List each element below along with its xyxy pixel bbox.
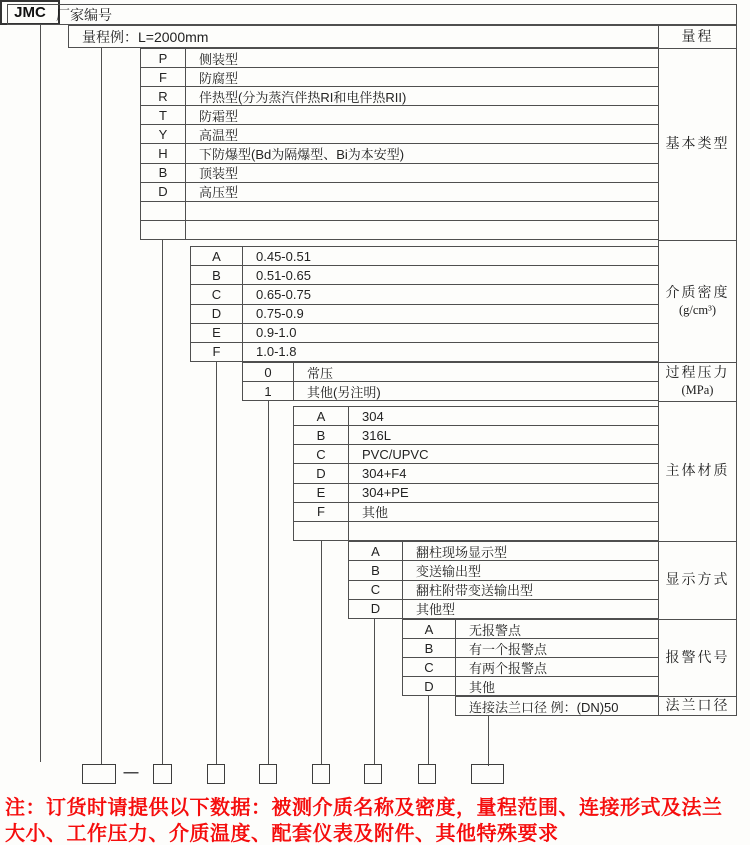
option-description: 侧装型 <box>199 51 239 67</box>
option-code: E <box>191 324 243 342</box>
option-description: 316L <box>362 427 391 443</box>
section-material <box>293 406 658 541</box>
option-code: D <box>403 677 456 695</box>
option-code <box>141 221 186 239</box>
option-description: 防霜型 <box>199 108 239 124</box>
table-row <box>141 49 658 67</box>
option-code: T <box>141 106 186 124</box>
option-description: 高压型 <box>199 185 239 201</box>
option-code: F <box>294 503 349 521</box>
table-row <box>349 599 658 618</box>
code-box-alarm <box>418 764 436 784</box>
table-row <box>141 105 658 124</box>
option-description: 304+F4 <box>362 465 407 481</box>
option-description: 顶装型 <box>199 166 239 182</box>
label-density: 介质密度 (g/cm³) <box>659 241 736 363</box>
category-label-column <box>658 25 737 716</box>
option-code: 0 <box>243 363 294 381</box>
label-range: 量程 <box>659 26 736 49</box>
table-row <box>294 444 658 463</box>
option-code: A <box>191 247 243 265</box>
code-box-material <box>312 764 330 784</box>
option-code: P <box>141 49 186 67</box>
option-description: 有两个报警点 <box>469 660 548 676</box>
table-row <box>141 86 658 105</box>
option-code: C <box>191 285 243 303</box>
table-row <box>141 143 658 162</box>
option-description: 翻柱现场显示型 <box>416 544 508 560</box>
option-description: 其他 <box>469 679 496 695</box>
connector-line-factory <box>40 25 41 762</box>
connector-line-alarm <box>428 696 429 764</box>
option-code: D <box>294 464 349 482</box>
table-row <box>191 304 658 323</box>
option-description: 0.51-0.65 <box>256 267 311 283</box>
connector-line-material <box>321 541 322 764</box>
table-row <box>243 381 658 400</box>
option-code: F <box>141 68 186 86</box>
label-pressure: 过程压力 (MPa) <box>659 363 736 402</box>
table-row <box>294 483 658 502</box>
option-code: C <box>294 445 349 463</box>
ordering-note-line1: 注：订货时请提供以下数据：被测介质名称及密度，量程范围、连接形式及法兰 <box>5 797 723 819</box>
option-description: 0.75-0.9 <box>256 306 304 322</box>
table-row <box>141 67 658 86</box>
option-description: 其他型 <box>416 602 456 618</box>
option-code: F <box>191 343 243 361</box>
option-description: 0.9-1.0 <box>256 325 297 341</box>
connector-line-basic-type <box>162 240 163 764</box>
table-row <box>191 247 658 265</box>
section-flange-size <box>455 696 658 716</box>
option-code <box>294 522 349 540</box>
code-box-density <box>207 764 225 784</box>
section-pressure <box>242 362 658 401</box>
option-code <box>141 202 186 220</box>
option-code: E <box>294 484 349 502</box>
option-description <box>349 522 658 540</box>
table-row <box>141 163 658 182</box>
option-code: A <box>403 620 456 638</box>
option-description: 无报警点 <box>469 622 522 638</box>
ordering-note <box>5 795 749 845</box>
section-density <box>190 246 658 362</box>
option-code: D <box>141 183 186 201</box>
option-description: 304+PE <box>362 485 409 501</box>
table-row <box>294 425 658 444</box>
table-row <box>294 407 658 425</box>
option-description <box>186 221 658 239</box>
table-row <box>294 463 658 482</box>
option-code: R <box>141 87 186 105</box>
option-code: B <box>349 561 403 579</box>
connector-line-flange <box>488 716 489 766</box>
option-description: 连接法兰口径 例：(DN)50 <box>469 699 619 715</box>
option-description: 有一个报警点 <box>469 641 548 657</box>
label-basic-type: 基本类型 <box>659 49 736 241</box>
connector-line-density <box>216 362 217 764</box>
label-alarm: 报警代号 <box>659 620 736 697</box>
table-row <box>349 560 658 579</box>
connector-line-range <box>101 48 102 764</box>
option-code: B <box>191 266 243 284</box>
option-description: 0.45-0.51 <box>256 248 311 264</box>
factory-number-label: 厂家编号 <box>56 6 112 23</box>
code-box-range <box>82 764 116 784</box>
option-description: 变送输出型 <box>416 563 482 579</box>
section-basic-type <box>140 48 658 240</box>
table-row <box>243 363 658 381</box>
option-code: C <box>349 581 403 599</box>
option-code: 1 <box>243 382 294 400</box>
range-example-row <box>68 25 658 48</box>
option-description: 其他(另注明) <box>307 384 381 400</box>
table-row <box>403 620 658 638</box>
table-row <box>294 502 658 521</box>
option-code: A <box>349 542 403 560</box>
option-code: B <box>403 639 456 657</box>
option-description: 常压 <box>307 365 334 381</box>
table-row <box>349 542 658 560</box>
model-prefix-box: JMC <box>0 0 60 25</box>
connector-line-pressure <box>268 401 269 764</box>
code-box-flange <box>471 764 504 784</box>
code-box-basic-type <box>153 764 172 784</box>
option-description: 其他 <box>362 505 389 521</box>
option-code: C <box>403 658 456 676</box>
option-code: D <box>191 305 243 323</box>
section-alarm <box>402 619 658 696</box>
option-code: B <box>141 164 186 182</box>
code-box-display <box>364 764 382 784</box>
option-description: PVC/UPVC <box>362 446 429 462</box>
option-code: D <box>349 600 403 618</box>
table-row <box>191 284 658 303</box>
table-row <box>191 323 658 342</box>
ordering-note-line2: 大小、工作压力、介质温度、配套仪表及附件、其他特殊要求 <box>5 823 559 845</box>
option-code: A <box>294 407 349 425</box>
range-example-label: 量程例：L=2000mm <box>82 28 209 45</box>
option-code: B <box>294 426 349 444</box>
label-flange: 法兰口径 <box>665 698 730 714</box>
option-code: H <box>141 144 186 162</box>
section-display <box>348 541 658 619</box>
table-row <box>141 124 658 143</box>
table-row <box>141 201 658 220</box>
label-material: 主体材质 <box>659 402 736 542</box>
option-description: 高温型 <box>199 127 239 143</box>
factory-number-row <box>7 4 737 25</box>
table-row <box>403 657 658 676</box>
table-row <box>191 265 658 284</box>
label-display: 显示方式 <box>659 542 736 620</box>
connector-line-display <box>374 619 375 764</box>
table-row <box>141 220 658 239</box>
table-row <box>403 676 658 695</box>
table-row <box>456 697 658 715</box>
model-separator: — <box>123 764 139 781</box>
option-description: 0.65-0.75 <box>256 286 311 302</box>
code-box-pressure <box>259 764 277 784</box>
option-description: 伴热型(分为蒸汽伴热RI和电伴热RII) <box>199 89 407 105</box>
table-row <box>294 521 658 540</box>
option-description: 1.0-1.8 <box>256 344 297 360</box>
option-code: Y <box>141 125 186 143</box>
table-row <box>403 638 658 657</box>
option-description: 304 <box>362 408 384 424</box>
option-description: 下防爆型(Bd为隔爆型、Bi为本安型) <box>199 147 405 163</box>
table-row <box>191 342 658 361</box>
table-row <box>349 580 658 599</box>
option-description <box>186 202 658 220</box>
option-description: 防腐型 <box>199 70 239 86</box>
table-row <box>141 182 658 201</box>
option-description: 翻柱附带变送输出型 <box>416 583 534 599</box>
